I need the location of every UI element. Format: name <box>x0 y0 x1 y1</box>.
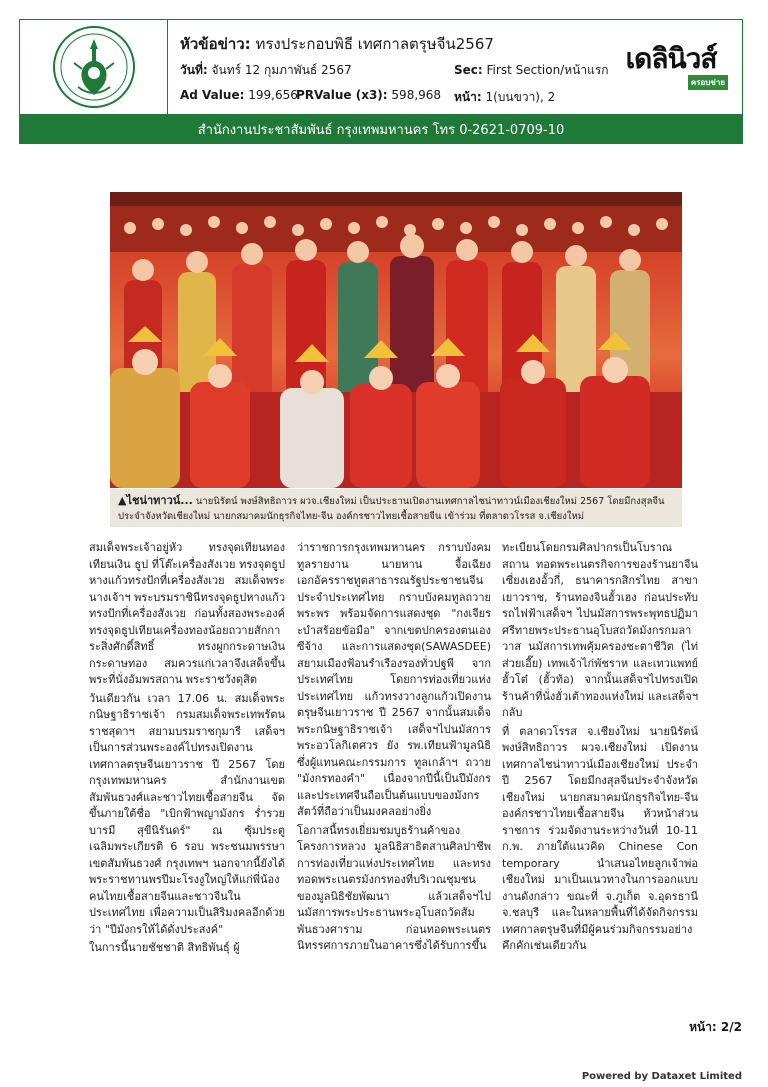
article-paragraph: ที่ ตลาดวโรรส จ.เชียงใหม่ นายนิรัตน์ พงษ์สิทธิถาวร ผวจ.เชียงใหม่ เปิดงานเทศกาลไชน่าทาวน์เมืองเชียงใหม่ ประจำปี 2567 โดยมีกงสุลจีนประจำจังหวัดเชียงใหม่ นายกสมาคมนักธุรกิจไทย-จีน องค์กรชาวไทยเชื้อสายจีน หัวหน้าส่วนราชการ ร่วมจัดงานระหว่างวันที่ 10-11 ก.พ. ภายใต้แนวคิด Chinese Con temporary นำเสนอไทยลูกเจ้าพ่อเชียงใหม่ มาเป็นแนวทางในการออกแบบงานดังกล่าว ขณะที่ จ.ภูเก็ต จ.อุดรธานี จ.ชลบุรี และในหลายพื้นที่ได้จัดกิจกรรมเทศกาลตรุษจีนที่มีผู้คนร่วมกิจกรรมอย่างคึกคักเช่นเดียวกัน <box>502 724 698 952</box>
pr-value-label: PRValue (x3): <box>296 88 388 102</box>
section-value: First Section/หน้าแรก <box>486 63 609 77</box>
page-label: หน้า: <box>454 90 482 104</box>
article-column-2 <box>297 540 491 1040</box>
office-contact-text: สำนักงานประชาสัมพันธ์ กรุงเทพมหานคร โทร 0-2621-0709-10 <box>197 122 565 138</box>
ad-value-row <box>180 88 298 102</box>
meta-cell <box>168 20 609 114</box>
clipping-header <box>19 19 743 144</box>
article-paragraph: วันเดียวกัน เวลา 17.06 น. สมเด็จพระกนิษฐาธิราชเจ้า กรมสมเด็จพระเทพรัตนราชสุดาฯ สยามบรมราชกุมารี เสด็จฯ เป็นการส่วนพระองค์ไปทรงเปิดงานเทศกาลตรุษจีนเยาวราช ปี 2567 โดยกรุงเทพมหานคร สำนักงานเขตสัมพันธวงศ์และชาวไทยเชื้อสายจีน จัดขึ้นภายใต้ชื่อ "เบิกฟ้าพญามังกร ร่ำรวยบารมี สุขีนิรันดร์" ณ ซุ้มประตูเฉลิมพระเกียรติ 6 รอบ พระชนมพรรษา เขตสัมพันธวงศ์ กรุงเทพฯ นอกจากนี้ยังได้พระราชทานพรปีมะโรงงูใหญ่ให้แก่พี่น้องคนไทยเชื้อสายจีนและชาวจีนในประเทศไทย เพื่อความเป็นสิริมงคลอีกด้วยว่า "ปีมังกรให้ได้ดั่งประสงค์" <box>89 691 285 936</box>
crowd-photo-illustration <box>110 192 682 488</box>
article-column-1 <box>89 540 285 1040</box>
date-label: วันที่: <box>180 63 208 77</box>
ad-value-label: Ad Value: <box>180 88 245 102</box>
newspaper-logo: เดลินิวส์ <box>625 41 717 75</box>
logo-cell <box>20 20 168 114</box>
date-row <box>180 61 352 80</box>
article-paragraph: สมเด็จพระเจ้าอยู่หัว ทรงจุดเทียนทอง เทียนเงิน ธูป ที่โต๊ะเครื่องสังเวย ทรงจุดธูปหางแก้วทรงปักที่เครื่องสังเวย สมเด็จพระนางเจ้าฯ พระบรมราชินีทรงจุดธูปหางแก้วทรงปักที่เครื่องสังเวย ก่อนทั้งสองพระองค์ทรงจุดธูปเทียนเครื่องทองน้อยถวายสักการะสิ่งศักดิ์สิทธิ์ ทรงผูกกระดาษเงิน กระดาษทอง สมควรแก่เวลาจึงเสด็จขึ้นพระที่นั่งอัมพรสถาน พระราชวังดุสิต <box>89 541 285 686</box>
powered-by-footer: Powered by Dataxet Limited <box>581 1071 742 1082</box>
headline-row <box>180 32 494 56</box>
news-photo <box>110 192 682 488</box>
article-paragraph: ว่าราชการกรุงเทพมหานคร กราบบังคมทูลรายงาน นายหาน จื้อเฉียง เอกอัครราชทูตสาธารณรัฐประชาชนจีน ประจำประเทศไทย กราบบังคมทูลถวายพระพร พร้อมจัดการแสดงชุด "กงเจียระบำสร้อยข้อมือ" จากเขตปกครองตนเองซีจ้าง และการแสดงชุด(SAWASDEE) สยามเมืองฟ้อนรำเรืองรองทั่วปฐพี จากประเทศไทย โดยการท่องเที่ยวแห่งประเทศไทย แก้วทรงวางลูกแก้วเปิดงานตรุษจีนเยาวราช ปี 2567 จากนั้นสมเด็จพระกนิษฐาธิราชเจ้า เสด็จฯไปนมัสการพระอวโลกิเตศวร ยัง รพ.เทียนฟ้ามูลนิธิ ซึ่งผู้แทนคณะกรรมการ ทูลเกล้าฯ ถวาย "มังกรทองคำ" เนื่องจากปีนี้เป็นปีมังกร และประเทศจีนถือเป็นต้นแบบของมังกร สัตว์ที่ถือว่าเป็นมงคลอย่างยิ่ง <box>297 541 491 818</box>
date-value: จันทร์ 12 กุมภาพันธ์ 2567 <box>211 63 352 77</box>
page-value: 1(บนขวา), 2 <box>485 90 556 104</box>
headline-label: หัวข้อข่าว: <box>180 35 251 53</box>
article-column-3 <box>502 540 698 1040</box>
newspaper-logo-tag: ครอบข่าย <box>688 75 728 90</box>
page-row <box>454 88 555 107</box>
headline-value: ทรงประกอบพิธี เทศกาลตรุษจีน2567 <box>255 35 494 53</box>
office-contact-bar <box>20 114 742 144</box>
brand-cell <box>598 20 744 114</box>
bangkok-seal-icon <box>52 25 136 109</box>
article-paragraph: โอกาสนี้ทรงเยี่ยมชมบูธร้านค้าของโครงการหลวง มูลนิธิสาธิตสานศิลปาชีพ การท่องเที่ยวแห่งประเทศไทย และทรงทอดพระเนตรมังกรทองที่บริเวณชุมชนของมูลนิธิชัยพัฒนา แล้วเสด็จฯไปนมัสการพระประธานพระอุโบสถวัดสัมพันธวงศาราม ก่อนทอดพระเนตรนิทรรศการภายในอาคารซึ่งได้รับการขึ้น <box>297 823 491 952</box>
photo-caption <box>110 489 682 527</box>
section-label: Sec: <box>454 63 483 77</box>
article-paragraph: ในการนี้นายชัชชาติ สิทธิพันธุ์ ผู้ <box>89 941 240 954</box>
caption-text: นายนิรัตน์ พงษ์สิทธิถาวร ผวจ.เชียงใหม่ เป็นประธานเปิดงานเทศกาลไชน่าทาวน์เมืองเชียงใหม่ 2567 โดยมีกงสุลจีนประจำจังหวัดเชียงใหม่ นายกสมาคมนักธุรกิจไทย-จีน องค์กรชาวไทยเชื้อสายจีน เข้าร่วม ที่ตลาดวโรรส จ.เชียงใหม่ <box>118 496 665 522</box>
pr-value-row <box>296 88 441 102</box>
pr-value: 598,968 <box>391 88 442 102</box>
article-paragraph: ทะเบียนโดยกรมศิลปากรเป็นโบราณสถาน ทอดพระเนตรกิจการของร้านยาจีนเซี่ยงเฮงอั้วกี่, ธนาคารกสิกรไทย สาขาเยาวราช, ร้านทองจินฮั้วเฮง ก่อนประทับรถไฟฟ้าเสด็จฯ ไปนมัสการพระพุทธปฏิมาศรีทายพระประธานอุโบสถวัดมังกรกมลาวาส นมัสการเทพคุ้มครองชะตาชีวิต (ไท่ส่วยเอี๊ย) เทพเจ้าไก่พัชราห และเทวแพทย์ฮั้วโต๋ (ฮั้วท้อ) จากนั้นเสด็จฯไปทรงเปิดร้านค้าที่นั่งฮั่วเต้าทองแห่งใหม่ และเสด็จฯ กลับ <box>502 541 698 719</box>
caption-lead: ▲ไชน่าทาวน์... <box>118 494 193 507</box>
ad-value: 199,656 <box>248 88 298 102</box>
section-row <box>454 61 609 80</box>
page-marker: หน้า: 2/2 <box>689 1020 742 1034</box>
